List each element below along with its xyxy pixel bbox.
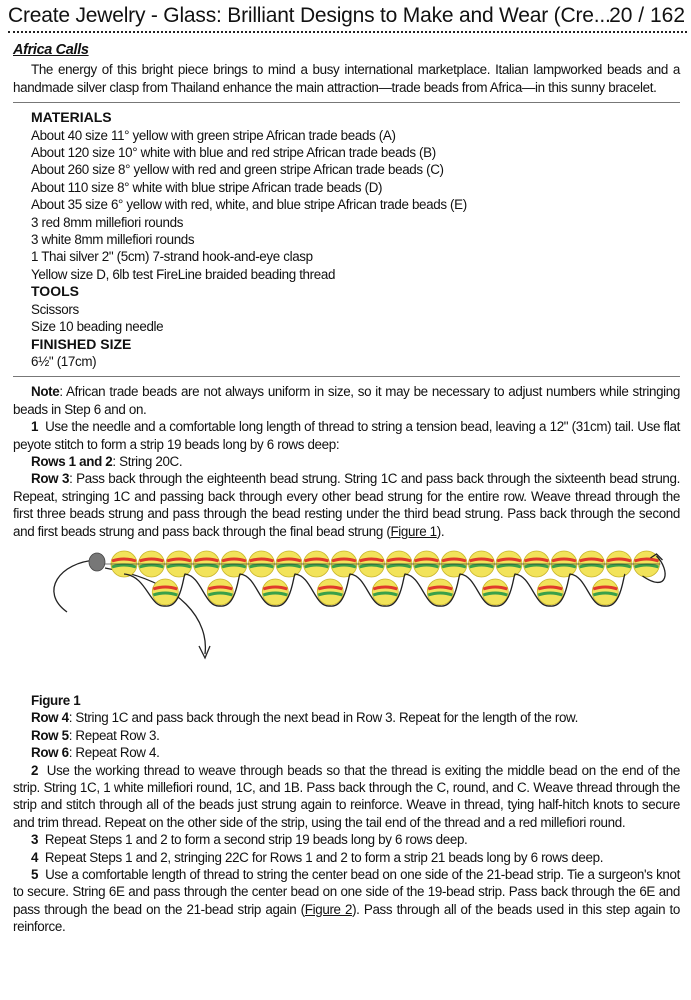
material-item: About 120 size 10° white with blue and red stripe African trade beads (B) <box>31 145 436 161</box>
step-number: 4 <box>31 849 39 865</box>
note-label: Note <box>31 384 60 400</box>
figure-1-illustration <box>9 542 680 690</box>
row-label: Rows 1 and 2 <box>31 453 113 469</box>
step-text: Use the needle and a comfortable long length of thread to string a tension bead, leaving a 12" (31cm) tail. Use flat peyote stitch to form a strip 19 beads long by 6 rows deep: <box>13 419 680 452</box>
bottom-row-bead <box>207 579 233 605</box>
row-text: : Repeat Row 3. <box>68 727 160 743</box>
finished-size-value: 6½" (17cm) <box>31 353 97 369</box>
rows-1-2 <box>13 453 680 470</box>
bottom-row-bead <box>427 579 453 605</box>
row-text-end: ). <box>436 523 445 539</box>
materials-heading: MATERIALS <box>31 109 112 126</box>
step-1 <box>13 418 680 453</box>
bottom-row-bead <box>317 579 343 605</box>
figure-2-link[interactable]: Figure 2 <box>304 901 353 917</box>
row-label: Row 4 <box>31 710 69 726</box>
bead-diagram <box>9 542 689 690</box>
tension-bead <box>89 553 105 571</box>
needle-arrow-icon <box>199 646 210 658</box>
finished-size-heading: FINISHED SIZE <box>31 335 132 352</box>
step-text-end: ). Pass through all of the beads used in this step again to reinforce. <box>13 901 681 935</box>
step-3 <box>13 831 680 848</box>
material-item: About 110 size 8° white with blue stripe African trade beads (D) <box>31 179 383 195</box>
material-item: About 40 size 11° yellow with green stripe African trade beads (A) <box>31 127 396 143</box>
page-header <box>0 0 691 34</box>
row-text: : String 1C and pass back through the next bead in Row 3. Repeat for the length of the row. <box>68 710 579 726</box>
tool-item: Scissors <box>31 301 79 317</box>
note-paragraph <box>13 383 680 418</box>
step-number: 3 <box>31 832 39 848</box>
material-item: About 260 size 8° yellow with red and green stripe African trade beads (C) <box>31 162 444 178</box>
bottom-row-bead <box>152 579 178 605</box>
figure-1-link[interactable]: Figure 1 <box>390 523 437 539</box>
step-text: Repeat Steps 1 and 2 to form a second strip 19 beads long by 6 rows deep. <box>44 832 468 848</box>
article-title: Africa Calls <box>13 42 89 58</box>
bottom-row-bead <box>372 579 398 605</box>
step-text: Repeat Steps 1 and 2, stringing 22C for Rows 1 and 2 to form a strip 21 beads long by 6 rows deep. <box>44 849 604 865</box>
material-item: 1 Thai silver 2" (5cm) 7-strand hook-and-eye clasp <box>31 249 313 265</box>
divider <box>13 102 680 103</box>
step-5 <box>13 866 680 936</box>
header-divider <box>8 31 687 33</box>
row-text: : String 20C. <box>112 453 183 469</box>
row-4 <box>13 709 680 726</box>
book-title: Create Jewelry - Glass: Brilliant Designs to Make and Wear (Cre... <box>8 4 611 27</box>
bottom-row-bead <box>592 579 618 605</box>
row-label: Row 5 <box>31 727 69 743</box>
bottom-row-bead <box>537 579 563 605</box>
page-indicator: 20 / 162 <box>609 4 685 27</box>
bottom-row-bead <box>482 579 508 605</box>
row-text: : Pass back through the eighteenth bead strung. String 1C and pass back through the sixteenth bead strung. Repeat, stringing 1C and passing back through every other bead strung for the entire row. Weave thread through the first three beads strung and pass through the bead resting under the third bead strung. Pass back through the second and first beads strung and pass back through the final bead strung ( <box>13 471 680 539</box>
row-label: Row 6 <box>31 745 69 761</box>
materials-section <box>13 109 680 370</box>
material-item: About 35 size 6° yellow with red, white, and blue stripe African trade beads (E) <box>31 197 467 213</box>
row-label: Row 3 <box>31 471 70 487</box>
divider <box>13 376 680 377</box>
step-text: Use a comfortable length of thread to string the center bead on one side of the 21-bead strip. Tie a surgeon's knot to secure. String 6E and pass through the center bead on one side of the 19-bead strip. Pass back through the 6E and pass through the bead on the 21-bead strip again ( <box>13 867 680 917</box>
row-3 <box>13 470 680 540</box>
page-content <box>13 42 680 936</box>
note-text: : African trade beads are not always uniform in size, so it may be necessary to adjust numbers while stringing beads in Step 6 and on. <box>13 384 680 417</box>
intro-paragraph: The energy of this bright piece brings to mind a busy international marketplace. Italian lampworked beads and a handmade silver clasp from Thailand enhance the main attraction—trade beads from Africa—in this sunny bracelet. <box>13 62 680 95</box>
row-5 <box>13 727 680 744</box>
material-item: Yellow size D, 6lb test FireLine braided beading thread <box>31 266 336 282</box>
material-item: 3 white 8mm millefiori rounds <box>31 232 195 248</box>
step-2 <box>13 762 680 832</box>
step-text: Use the working thread to weave through beads so that the thread is exiting the middle bead on the end of the strip. String 1C, 1 white millefiori round, 1C, and 1B. Pass back through the C, round, and C. Weave thread through the strip and stitch through all of the beads just strung again to reinforce. Weave in thread, tying half-hitch knots to secure and trim thread. Repeat on the other side of the strip, using the tail end of the thread and a red millefiori round. <box>13 762 680 830</box>
step-number: 5 <box>31 867 39 883</box>
row-6 <box>13 744 680 761</box>
step-number: 2 <box>31 762 39 778</box>
figure-caption: Figure 1 <box>31 692 81 708</box>
step-4 <box>13 849 680 866</box>
material-item: 3 red 8mm millefiori rounds <box>31 214 184 230</box>
bottom-row-bead <box>262 579 288 605</box>
working-thread <box>105 568 205 654</box>
tool-item: Size 10 beading needle <box>31 319 164 335</box>
tools-heading: TOOLS <box>31 283 79 300</box>
step-number: 1 <box>31 419 39 435</box>
row-text: : Repeat Row 4. <box>68 745 160 761</box>
